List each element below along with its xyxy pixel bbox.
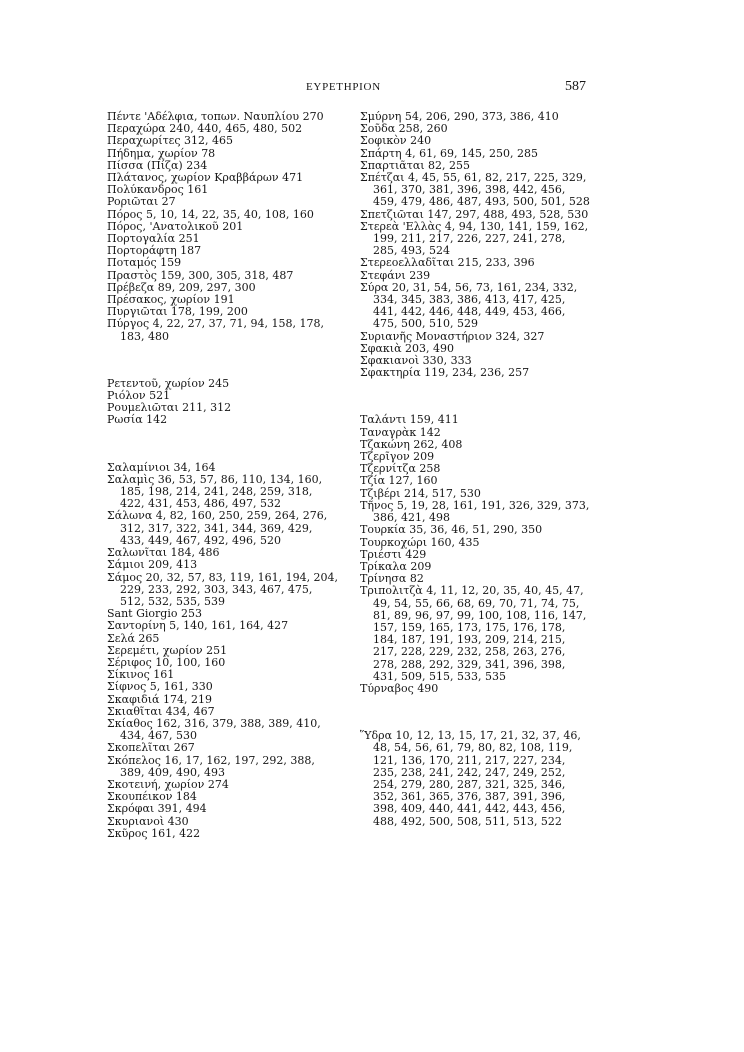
index-entry: Στερεοελλαδῖται 215, 233, 396 [360, 256, 535, 270]
index-entry: Πυργιῶται 178, 199, 200 [107, 305, 248, 319]
index-entry: Τριπολιτζὰ 4, 11, 12, 20, 35, 40, 45, 47, 49, 54, 55, 66, 68, 69, 70, 71, 74, 75, 81, 89, 96, 97, 99, 100, 108, 116, 147, 157, 159, 165, 173, 175, 176, 178, 184, 187, 191, 193, 209, 214, 215, 217, 228, 229, 232, 258, 263, 276, 278, 288, 292, 329, 341, 396, 398, 431, 509, 515, 533, 535 [360, 584, 587, 683]
index-entry: Τῆνος 5, 19, 28, 161, 191, 326, 329, 373, 386, 421, 498 [360, 498, 590, 525]
index-entry: Σκῦρος 161, 422 [107, 826, 201, 840]
index-entry: Σίκινος 161 [107, 668, 175, 682]
index-column-left [107, 111, 339, 840]
index-entry: Σάλωνα 4, 82, 160, 250, 259, 264, 276, 312, 317, 322, 341, 344, 369, 429, 433, 449, 467, 492, 496, 520 [107, 509, 328, 547]
index-entry: Σπαρτιᾶται 82, 255 [360, 158, 471, 172]
index-entry: Τζία 127, 160 [360, 474, 438, 488]
index-entry: Τρίνησα 82 [360, 572, 424, 586]
index-entry: Σάμιοι 209, 413 [107, 558, 198, 572]
index-entry: Sant Giorgio 253 [107, 607, 202, 621]
index-entry: Σπάρτη 4, 61, 69, 145, 250, 285 [360, 146, 539, 160]
index-entry: Σκόπελος 16, 17, 162, 197, 292, 388, 389, 409, 490, 493 [107, 753, 315, 779]
index-entry: Σκαφιδιά 174, 219 [107, 692, 212, 706]
index-entry: Σύρα 20, 31, 54, 56, 73, 161, 234, 332, 334, 345, 383, 386, 413, 417, 425, 441, 442, 446, 448, 449, 453, 466, 475, 500, 510, 529 [360, 280, 578, 331]
page-header [0, 81, 744, 97]
index-entry: Πόρος 5, 10, 14, 22, 35, 40, 108, 160 [107, 207, 314, 221]
index-entry: Ριόλον 521 [107, 389, 171, 403]
index-entry: Σπετζιῶται 147, 297, 488, 493, 528, 530 [360, 207, 589, 221]
index-entry: Πήδημα, χωρίον 78 [107, 146, 216, 160]
index-entry: Πραστὸς 159, 300, 305, 318, 487 [107, 268, 294, 282]
index-entry: Σκίαθος 162, 316, 379, 388, 389, 410, 434, 467, 530 [107, 716, 321, 743]
index-entry: Σέριφος 10, 100, 160 [107, 655, 226, 669]
letter-group [360, 111, 592, 379]
index-entry: Σκοπελῖται 267 [107, 741, 195, 755]
index-entry: Σαντορίνη 5, 140, 161, 164, 427 [107, 619, 289, 633]
index-entry: Πέντε 'Αδέλφια, τοπων. Ναυπλίου 270 [107, 110, 324, 123]
index-entry: Περαχώρα 240, 440, 465, 480, 502 [107, 122, 303, 136]
letter-group [360, 414, 592, 695]
index-entry: Πορτοράφτη 187 [107, 244, 202, 258]
letter-group [107, 378, 339, 427]
index-entry: Πύργος 4, 22, 27, 37, 71, 94, 158, 178, 183, 480 [107, 317, 325, 343]
page-number: 587 [565, 79, 586, 94]
index-entry: Τουρκία 35, 36, 46, 51, 290, 350 [360, 523, 543, 537]
index-entry: Σαλαμὶς 36, 53, 57, 86, 110, 134, 160, 185, 198, 214, 241, 248, 259, 318, 422, 431, 453, 486, 497, 532 [107, 472, 323, 511]
index-entry: Σκοτεινή, χωρίον 274 [107, 777, 229, 791]
index-entry: Πορτογαλία 251 [107, 232, 200, 246]
index-entry: Σελά 265 [107, 631, 160, 645]
letter-group-gap [360, 379, 592, 414]
index-entry: Τριέστι 429 [360, 547, 427, 561]
index-entry: Τζερῖγον 209 [360, 450, 435, 464]
index-entry: Τζερνίτζα 258 [360, 462, 441, 476]
index-entry: Πίσσα (Πίζα) 234 [107, 158, 208, 172]
index-column-right [360, 111, 592, 828]
letter-group-gap [107, 427, 339, 462]
letter-group [107, 462, 339, 840]
index-entry: Ταλάντι 159, 411 [360, 413, 459, 427]
index-entry: Πολύκανδρος 161 [107, 183, 209, 197]
letter-group-gap [360, 695, 592, 730]
index-entry: Ποταμός 159 [107, 256, 182, 270]
index-entry: Ρωσία 142 [107, 413, 168, 427]
index-entry: Σοῦδα 258, 260 [360, 122, 448, 136]
index-entry: Σάμος 20, 32, 57, 83, 119, 161, 194, 204, 229, 233, 292, 303, 343, 467, 475, 512, 532, 535, 539 [107, 570, 339, 608]
index-entry: Πρέσακος, χωρίον 191 [107, 293, 235, 307]
index-entry: Τζακώνη 262, 408 [360, 437, 463, 451]
index-entry: Στερεὰ 'Ελλὰς 4, 94, 130, 141, 159, 162, 199, 211, 217, 226, 227, 241, 278, 285, 493, 524 [360, 219, 589, 258]
index-entry: Poριῶται 27 [107, 195, 176, 209]
index-entry: Σπέτζαι 4, 45, 55, 61, 82, 217, 225, 329, 361, 370, 381, 396, 398, 442, 456, 459, 479, 486, 487, 493, 500, 501, 528 [360, 171, 590, 209]
index-entry: Σοφικὸν 240 [360, 134, 432, 148]
index-entry: Σμύρνη 54, 206, 290, 373, 386, 410 [360, 110, 559, 123]
index-entry: Πόρος, 'Ανατολικοῦ 201 [107, 219, 244, 233]
index-entry: Σίφνος 5, 161, 330 [107, 680, 213, 694]
index-entry: Σκουπέικον 184 [107, 790, 197, 804]
letter-group-gap [107, 343, 339, 378]
index-entry: Σφακιὰ 203, 490 [360, 341, 455, 355]
index-entry: Συριανῆς Μοναστήριον 324, 327 [360, 329, 545, 343]
index-entry: Σφακιανοὶ 330, 333 [360, 354, 472, 368]
index-entry: Ὕδρα 10, 12, 13, 15, 17, 21, 32, 37, 46, 48, 54, 56, 61, 79, 80, 82, 108, 119, 121, 136, 170, 211, 217, 227, 234, 235, 238, 241, 242, 247, 249, 252, 254, 279, 280, 287, 321, 325, 346, 352, 361, 365, 376, 387, 391, 396, 398, 409, 440, 441, 442, 443, 456, 488, 492, 500, 508, 511, 513, 522 [360, 729, 581, 828]
letter-group [360, 730, 592, 828]
index-entry: Σαλαμίνιοι 34, 164 [107, 460, 216, 474]
index-entry: Ρουμελιῶται 211, 312 [107, 401, 232, 415]
index-entry: Τύρναβος 490 [360, 681, 439, 695]
index-entry: Περαχωρίτες 312, 465 [107, 134, 234, 148]
index-entry: Σαλωνῖται 184, 486 [107, 546, 220, 560]
index-entry: Τρίκαλα 209 [360, 559, 432, 573]
index-entry: Σκρόφαι 391, 494 [107, 802, 207, 816]
letter-group [107, 111, 339, 343]
index-entry: Σφακτηρία 119, 234, 236, 257 [360, 366, 530, 380]
index-entry: Τζιβέρι 214, 517, 530 [360, 486, 481, 500]
running-title: ΕΥΡΕΤΗΡΙΟΝ [306, 81, 381, 93]
index-entry: Σερεμέτι, χωρίον 251 [107, 643, 228, 657]
index-entry: Σκυριανοὶ 430 [107, 814, 189, 828]
index-entry: Ταναγρὰκ 142 [360, 425, 441, 439]
index-entry: Πλάτανος, χωρίον Κραββάρων 471 [107, 171, 304, 185]
index-entry: Σκιαθῖται 434, 467 [107, 704, 215, 718]
index-entry: Ρετεντοῦ, χωρίον 245 [107, 376, 230, 390]
index-entry: Στεφάνι 239 [360, 268, 431, 282]
index-entry: Τουρκοχώρι 160, 435 [360, 535, 480, 549]
index-entry: Πρέβεζα 89, 209, 297, 300 [107, 280, 256, 294]
